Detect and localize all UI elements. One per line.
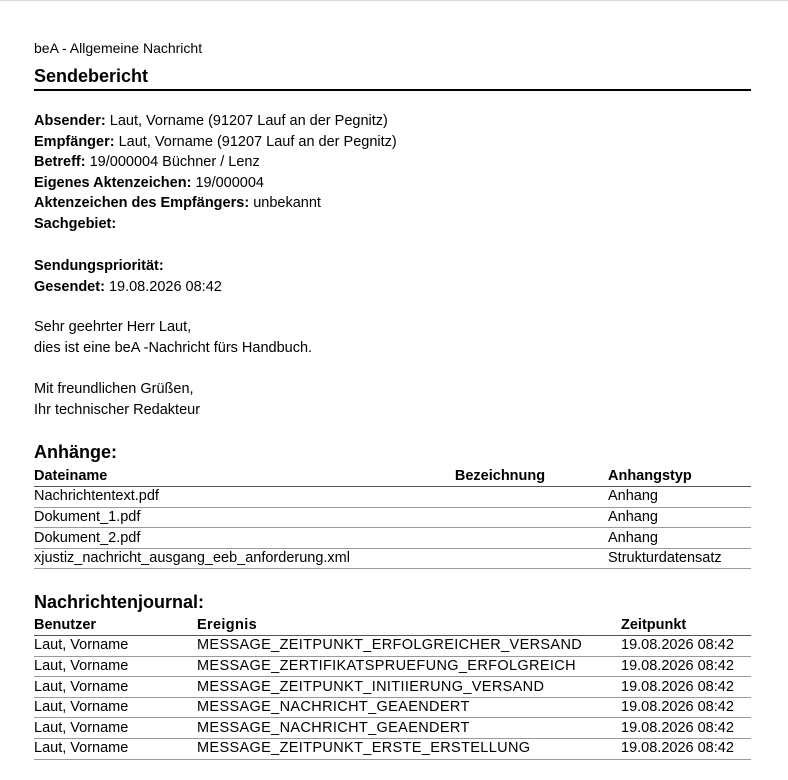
metadata-block <box>34 111 397 235</box>
title-divider <box>34 89 751 91</box>
message-body <box>34 317 312 358</box>
journal-row <box>34 739 751 760</box>
journal-header-row <box>34 615 751 636</box>
journal-user: Laut, Vorname <box>34 739 197 760</box>
journal-row <box>34 677 751 698</box>
journal-row <box>34 718 751 739</box>
attachment-description <box>392 548 608 569</box>
message-closing: Mit freundlichen Grüßen, <box>34 381 194 397</box>
message-signature: Ihr technischer Redakteur <box>34 401 201 418</box>
document-type: beA - Allgemeine Nachricht <box>34 40 203 56</box>
col-dateiname: Dateiname <box>34 466 392 487</box>
empfaenger-aktenzeichen-value: unbekannt <box>253 195 321 212</box>
aktenzeichen-row <box>34 173 397 194</box>
journal-row <box>34 636 751 657</box>
journal-event: MESSAGE_ZEITPUNKT_ERSTE_ERSTELLUNG <box>197 739 621 760</box>
attachment-type: Strukturdatensatz <box>608 548 751 569</box>
journal-table <box>34 615 751 760</box>
attachment-description <box>392 507 608 528</box>
journal-user: Laut, Vorname <box>34 677 197 698</box>
col-benutzer: Benutzer <box>34 615 197 636</box>
empfaenger-value: Laut, Vorname (91207 Lauf an der Pegnitz) <box>118 133 397 150</box>
prioritaet-row <box>34 256 222 277</box>
journal-user: Laut, Vorname <box>34 636 197 657</box>
absender-label: Absender: <box>34 113 106 129</box>
attachments-header-row <box>34 466 751 487</box>
prioritaet-label: Sendungspriorität: <box>34 258 164 274</box>
page-title: Sendebericht <box>34 66 149 86</box>
send-info-block <box>34 256 222 297</box>
empfaenger-row <box>34 132 397 153</box>
empfaenger-aktenzeichen-row <box>34 193 397 214</box>
journal-timestamp: 19.08.2026 08:42 <box>621 718 751 739</box>
journal-user: Laut, Vorname <box>34 656 197 677</box>
attachment-row[interactable] <box>34 528 751 549</box>
message-salutation: Sehr geehrter Herr Laut, <box>34 319 192 335</box>
journal-event: MESSAGE_ZERTIFIKATSPRUEFUNG_ERFOLGREICH <box>197 656 621 677</box>
betreff-label: Betreff: <box>34 154 86 171</box>
col-ereignis: Ereignis <box>197 615 621 636</box>
journal-heading: Nachrichtenjournal: <box>34 592 205 612</box>
attachment-row[interactable] <box>34 487 751 508</box>
aktenzeichen-value: 19/000004 <box>195 174 264 191</box>
journal-event: MESSAGE_NACHRICHT_GEAENDERT <box>197 718 621 739</box>
journal-row <box>34 697 751 718</box>
sachgebiet-row <box>34 214 397 235</box>
attachments-heading: Anhänge: <box>34 442 117 462</box>
empfaenger-aktenzeichen-label: Aktenzeichen des Empfängers: <box>34 195 250 212</box>
attachment-row[interactable] <box>34 507 751 528</box>
absender-value: Laut, Vorname (91207 Lauf an der Pegnitz) <box>109 113 388 129</box>
gesendet-label: Gesendet: <box>34 278 105 295</box>
message-closing-block <box>34 379 200 420</box>
journal-event: MESSAGE_ZEITPUNKT_INITIIERUNG_VERSAND <box>197 677 621 698</box>
message-line: dies ist eine beA -Nachricht fürs Handbuch. <box>34 339 313 356</box>
attachment-description <box>392 487 608 508</box>
attachment-type: Anhang <box>608 507 751 528</box>
col-zeitpunkt: Zeitpunkt <box>621 615 751 636</box>
journal-timestamp: 19.08.2026 08:42 <box>621 697 751 718</box>
aktenzeichen-label: Eigenes Aktenzeichen: <box>34 174 192 191</box>
col-anhangstyp: Anhangstyp <box>608 466 751 487</box>
attachment-type: Anhang <box>608 487 751 508</box>
attachment-filename: xjustiz_nachricht_ausgang_eeb_anforderung.xml <box>34 548 392 569</box>
journal-user: Laut, Vorname <box>34 697 197 718</box>
betreff-row <box>34 152 397 173</box>
attachment-filename: Nachrichtentext.pdf <box>34 487 392 508</box>
journal-timestamp: 19.08.2026 08:42 <box>621 636 751 657</box>
sachgebiet-label: Sachgebiet: <box>34 215 117 232</box>
attachment-type: Anhang <box>608 528 751 549</box>
col-bezeichnung: Bezeichnung <box>392 466 608 487</box>
journal-timestamp: 19.08.2026 08:42 <box>621 677 751 698</box>
attachment-row[interactable] <box>34 548 751 569</box>
gesendet-value: 19.08.2026 08:42 <box>108 278 222 295</box>
gesendet-row <box>34 277 222 298</box>
journal-timestamp: 19.08.2026 08:42 <box>621 656 751 677</box>
journal-event: MESSAGE_ZEITPUNKT_ERFOLGREICHER_VERSAND <box>197 636 621 657</box>
betreff-value: 19/000004 Büchner / Lenz <box>89 154 260 171</box>
attachment-description <box>392 528 608 549</box>
attachment-filename: Dokument_1.pdf <box>34 507 392 528</box>
attachments-table <box>34 466 751 569</box>
absender-row <box>34 111 397 132</box>
journal-event: MESSAGE_NACHRICHT_GEAENDERT <box>197 697 621 718</box>
attachment-filename: Dokument_2.pdf <box>34 528 392 549</box>
journal-timestamp: 19.08.2026 08:42 <box>621 739 751 760</box>
journal-row <box>34 656 751 677</box>
journal-user: Laut, Vorname <box>34 718 197 739</box>
empfaenger-label: Empfänger: <box>34 133 115 150</box>
